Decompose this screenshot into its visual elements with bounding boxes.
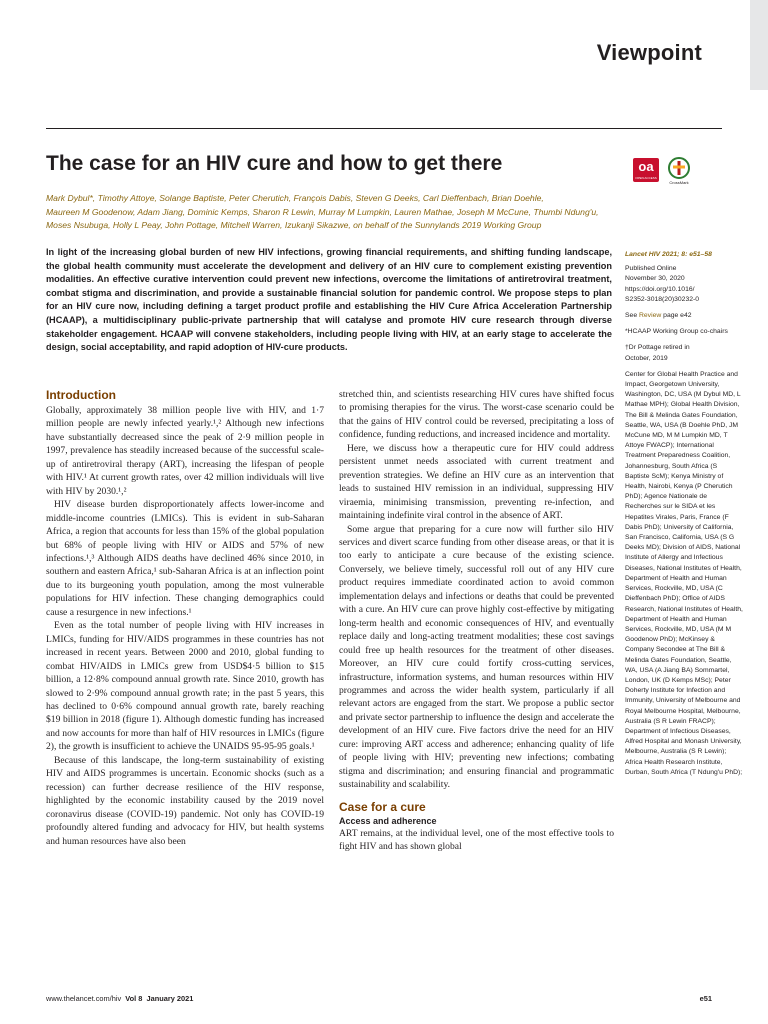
section-heading-introduction: Introduction (46, 388, 116, 402)
body-paragraph: Because of this landscape, the long-term sustainability of existing HIV and AIDS programmes is uncertain. Economic shocks (such as a recession) can further decrease resilience of the HIV response, highlighted by the economic instability caused by the 2019 novel coronavirus disease (COVID-19) pandemic. Not only has COVID-19 profoundly altered funding and advocacy for HIV, but health systems and human resources have also been (46, 754, 324, 847)
corner-tab (750, 0, 768, 90)
footer-volume: Vol 8 (125, 994, 143, 1003)
body-paragraph: Here, we discuss how a therapeutic cure for HIV could address persistent unmet needs associated with current treatment and prevention strategies. We define an HIV cure as an intervention that leads to sustained HIV remission in an individual, suppressing HIV viraemia, minimising transmission, preventing re-infection, and maintaining indefinite viral control in the absence of ART. (339, 442, 614, 522)
body-column-1 (46, 388, 324, 848)
footer-date: January 2021 (146, 994, 194, 1003)
oa-logo-subtext: OPEN ACCESS (635, 176, 657, 180)
published-info: Published Online November 30, 2020 https://doi.org/10.1016/ S2352-3018(20)30232-0 (625, 265, 700, 303)
review-prefix: See (625, 312, 639, 320)
affiliations: Center for Global Health Practice and Impact, Georgetown University, Washington, DC, USA (M Dybul MD, L Mathae MPH); Global Health Division, The Bill & Melinda Gates Foundation, Seattle, WA, USA (B Doehle PhD, JM McCune MD, M M Lumpkin MD, T Attoye FWACP); International Treatment Preparedness Coalition, Johannesburg, South Africa (S Baptiste ScM); Kenya Ministry of Health, Nairobi, Kenya (P Cherutich PhD); Agence Nationale de Recherches sur le SIDA et les Hepatites Virales, Paris, France (F Dabis PhD); University of California, San Francisco, California, USA (S G Deeks MD); Division of AIDS, National Institute of Allergy and Infectious Diseases, National Institutes of Health, Department of Health and Human Services, Rockville, MD, USA (C Dieffenbach PhD); Office of AIDS Research, National Institutes of Health, Department of Health and Human Services, Rockville, MD, USA (M M Goodenow PhD); McKinsey & Company Secondee at The Bill & Melinda Gates Foundation, Seattle, WA, USA (A Jiang BA) Sommartel, London, UK (D Kemps MSc); Peter Doherty Institute for Infection and Immunity, University of Melbourne and Royal Melbourne Hospital, Melbourne, Australia (S R Lewin FRACP); Department of Infectious Diseases, Alfred Hospital and Monash University, Melbourne, Australia (S R Lewin); Africa Health Research Institute, Durban, South Africa (T Ndung'u PhD); (625, 370, 743, 776)
author-line: Moses Nsubuga, Holly L Peay, John Pottage, Mitchell Warren, Izukanji Sikazwe, on behalf of the Sunnylands 2019 Working Group (46, 220, 542, 230)
header-rule (46, 128, 722, 129)
review-link[interactable]: Review (638, 312, 662, 320)
retired-note: †Dr Pottage retired in October, 2019 (625, 344, 690, 362)
body-paragraph: Globally, approximately 38 million people live with HIV, and 1·7 million people are newly infected yearly.¹,² Although new infections have substantially decreased since the peak of 2·9 million people in 1997, prevalence has steadily increased because of the successful scale-up of antiretroviral therapy (ART), increasing the lifespan of people with HIV.¹ At current growth rates, over 42 million individuals will live with HIV by 2030.¹,² (46, 405, 324, 497)
author-line: Mark Dybul*, Timothy Attoye, Solange Baptiste, Peter Cherutich, François Dabis, Steven G Deeks, Carl Dieffenbach, Brian Doehle, (46, 193, 544, 203)
body-column-2 (339, 388, 614, 854)
sidebar (625, 250, 743, 784)
author-line: Maureen M Goodenow, Adam Jiang, Dominic Kemps, Sharon R Lewin, Murray M Lumpkin, Lauren Mathae, Joseph M McCune, Thumbi Ndung'u, (46, 206, 599, 217)
article-title: The case for an HIV cure and how to get there (46, 152, 503, 175)
review-suffix: page e42 (661, 312, 692, 320)
abstract: In light of the increasing global burden of new HIV infections, growing financial requirements, and shifting funding landscape, the global health community must accelerate the development and delivery of an HIV cure to complement existing prevention modalities. An effective curative intervention could prevent new infections, overcome the limitations of antiretroviral treatment, combat stigma and discrimination, and provide a sustainable financial solution for pandemic control. We propose steps to plan for an HIV cure now, including defining a target product profile and establishing the HIV Cure Africa Acceleration Partnership (HCAAP), a multidisciplinary public-private partnership that will catalyse and promote HIV cure research through diverse stakeholder engagement. HCAAP will convene stakeholders, including people living with HIV, at an early stage to accelerate the design, social acceptability, and rapid adoption of HIV-cure products. (46, 247, 612, 353)
author-list (46, 192, 606, 233)
crossmark-label: CrossMark (669, 180, 689, 185)
section-heading-case-for-cure: Case for a cure (339, 799, 426, 814)
body-paragraph: ART remains, at the individual level, one of the most effective tools to fight HIV and has shown global (339, 827, 614, 853)
page-number: e51 (699, 994, 712, 1003)
cochairs-note: *HCAAP Working Group co-chairs (625, 328, 728, 336)
citation: Lancet HIV 2021; 8: e51–58 (625, 251, 712, 258)
body-paragraph: Some argue that preparing for a cure now will further silo HIV services and divert scarce funding from other disease areas, or that it is too early to anticipate a cure because of the existing science. Conversely, we believe timely, successful roll out of any HIV cure product requires immediate coordinated action to avoid common implementation delays and infections or deaths that could be prevented with a cure. An HIV cure can prove highly cost-effective by mitigating long-term health and economic consequences of HIV, and eventually replace daily and long-acting treatment modalities; these cost savings could free up health resources for the treatment of other diseases. Moreover, an HIV cure could fortify cross-cutting services, infrastructure, information systems, and human resources within HIV programmes and across the wider health system, particularly if all relevant actors are engaged from the start. We propose a public sector and private sector partnership to influence the design and accelerate the development of an HIV cure. Five factors drive the need for an HIV cure: improving ART access and adherence; enhancing quality of life of people living with HIV; preventing new infections; combating stigma and discrimination; and ensuring financial and programmatic sustainability and scalability. (339, 523, 614, 791)
section-label: Viewpoint (596, 40, 702, 65)
footer-journal (46, 994, 193, 1003)
footer-url[interactable]: www.thelancet.com/hiv (46, 994, 122, 1003)
section-gap (339, 792, 614, 800)
subheading-access-adherence: Access and adherence (339, 815, 437, 826)
open-access-icon[interactable] (633, 158, 659, 182)
body-paragraph: stretched thin, and scientists researching HIV cures have shifted focus to promising therapies for the virus. The worst-case scenario could be that the gains of HIV control could be reversed, precipitating a loss of confidence, funding reductions, and increased incidence and mortality. (339, 389, 614, 441)
body-paragraph: HIV disease burden disproportionately affects lower-income and middle-income countries (LMICs). This is evident in sub-Saharan Africa, a region that accounts for less than 15% of the global population but 68% of people living with HIV or AIDS and 57% of new infections.¹,³ Although AIDS deaths have declined 46% since 2010, in southern and eastern Africa,¹ sub-Saharan Africa is at an inflection point due to its burgeoning youth population, among the most vulnerable populations for HIV infection. These changing demographics could cause a resurgence in new infections.¹ (46, 499, 324, 618)
body-paragraph: Even as the total number of people living with HIV increases in LMICs, funding for HIV/AIDS programmes in these countries has not increased in recent years. Between 2000 and 2010, global funding to combat HIV/AIDS in LMICs grew from USD$4·5 billion to $15 billion, a 12·8% compound annual growth rate. Since 2010, growth has slowed to 2·9% compound annual growth rate; in the past 5 years, this has declined to 0·6% compound annual growth rate, barely reaching $19 billion in 2018 (figure 1). Although domestic funding has increased and now accounts for more than half of HIV resources in LMICs (figure 2), the growth is insufficient to achieve the UNAIDS 95-95-95 goals.¹ (46, 620, 324, 753)
oa-logo-text: oa (638, 159, 654, 174)
review-note (625, 311, 743, 321)
